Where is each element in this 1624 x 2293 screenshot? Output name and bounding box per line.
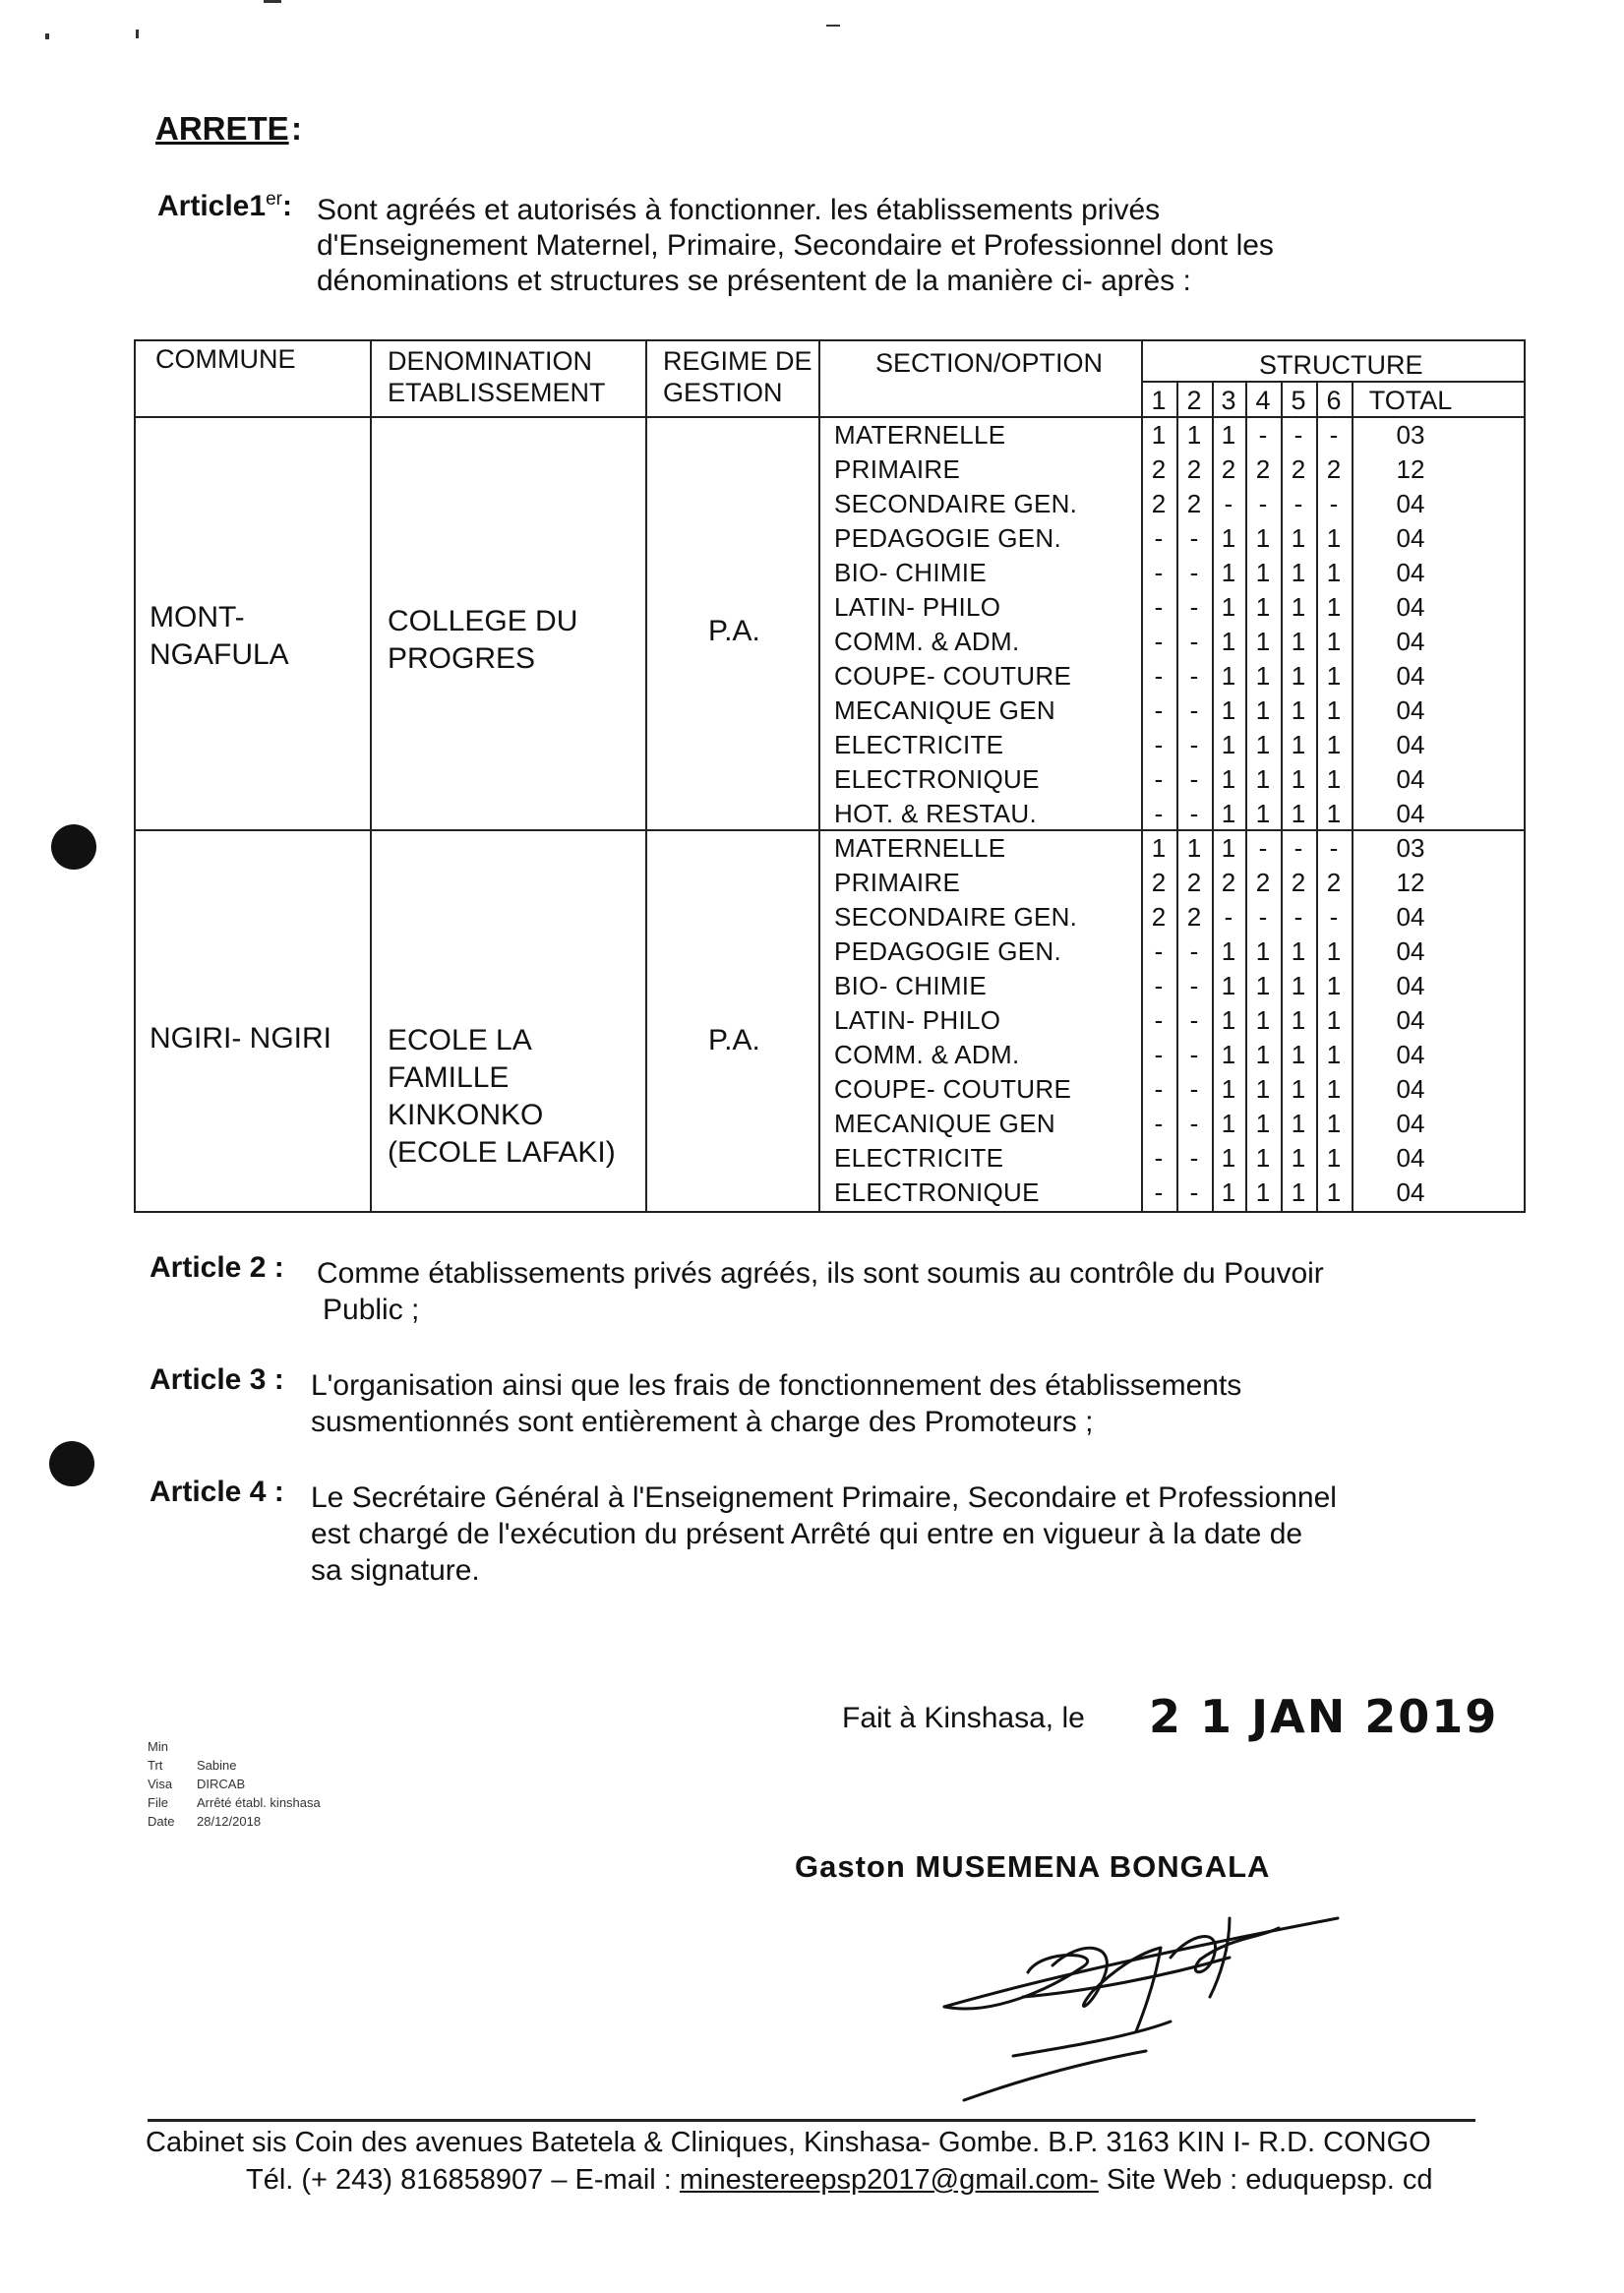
table-cell-year-4: 1	[1255, 730, 1271, 759]
table-cell-year-5: 1	[1291, 592, 1306, 622]
table-cell-year-3: 1	[1221, 661, 1236, 691]
table-cell-total: 04	[1396, 936, 1425, 966]
table-cell-year-1: -	[1154, 1109, 1164, 1138]
table-col-divider	[645, 341, 647, 1211]
table-cell-year-2: -	[1189, 799, 1199, 828]
table-cell-year-1: -	[1154, 1005, 1164, 1035]
table-cell-year-4: 2	[1255, 454, 1271, 484]
table-cell-year-4: 1	[1255, 1005, 1271, 1035]
table-cell-year-1: 2	[1151, 902, 1167, 932]
table-cell-year-1: -	[1154, 764, 1164, 794]
table-cell-year-3: 1	[1221, 799, 1236, 828]
table-cell-year-1: 2	[1151, 868, 1167, 897]
table-col-divider	[818, 341, 820, 1211]
table-cell-year-2: -	[1189, 558, 1199, 587]
footer-phone: Tél. (+ 243) 816858907 – E-mail :	[246, 2164, 672, 2196]
table-cell-year-3: 1	[1221, 764, 1236, 794]
table-cell-year-6: 1	[1326, 730, 1342, 759]
table-cell-year-2: -	[1189, 1109, 1199, 1138]
table-cell-year-6: 1	[1326, 1109, 1342, 1138]
article2-text	[317, 1255, 1477, 1328]
fait-a-text: Fait à Kinshasa, le	[842, 1702, 1085, 1734]
article4-text	[311, 1479, 1501, 1589]
table-row-option: BIO- CHIMIE	[834, 558, 987, 587]
header-structure: STRUCTURE	[1259, 350, 1423, 380]
table-cell-year-5: 1	[1291, 1177, 1306, 1207]
scan-mark	[45, 33, 49, 39]
meta-value: Arrêté établ. kinshasa	[197, 1795, 321, 1810]
table-row-divider	[1141, 381, 1524, 383]
table-cell-year-1: -	[1154, 661, 1164, 691]
meta-row	[148, 1775, 321, 1793]
table-cell-total: 04	[1396, 695, 1425, 725]
table-cell-total: 12	[1396, 454, 1425, 484]
article3-line: L'organisation ainsi que les frais de fonctionnement des établissements	[311, 1369, 1242, 1402]
table-cell-year-5: 2	[1291, 868, 1306, 897]
table-cell-year-2: -	[1189, 592, 1199, 622]
meta-value: Sabine	[197, 1758, 237, 1773]
table-cell-total: 04	[1396, 627, 1425, 656]
table-cell-year-3: 1	[1221, 695, 1236, 725]
table-cell-year-5: 2	[1291, 454, 1306, 484]
table-cell-year-3: -	[1224, 489, 1233, 518]
table-cell-year-6: 1	[1326, 764, 1342, 794]
table-cell-total: 04	[1396, 764, 1425, 794]
commune-line: MONT-	[150, 601, 245, 634]
table-cell-year-4: 1	[1255, 523, 1271, 553]
meta-key: Visa	[148, 1777, 173, 1791]
table-cell-year-6: 1	[1326, 592, 1342, 622]
table-row-option: MATERNELLE	[834, 420, 1006, 450]
article1-line: Sont agréés et autorisés à fonctionner. les établissements privés	[317, 194, 1161, 226]
table-cell-year-4: 1	[1255, 1040, 1271, 1069]
footer-address: Cabinet sis Coin des avenues Batetela & Cliniques, Kinshasa- Gombe. B.P. 3163 KIN I- R.D. CONGO	[146, 2127, 1431, 2158]
table-cell-year-4: 2	[1255, 868, 1271, 897]
table-cell-year-5: -	[1293, 489, 1303, 518]
meta-value: 28/12/2018	[197, 1814, 262, 1829]
meta-key: Min	[148, 1739, 168, 1754]
table-cell-year-5: 1	[1291, 523, 1306, 553]
table-cell-total: 04	[1396, 1109, 1425, 1138]
table-cell-year-4: -	[1258, 420, 1268, 450]
table-cell-year-3: 1	[1221, 558, 1236, 587]
table-cell-year-2: 2	[1186, 489, 1202, 518]
heading-colon: :	[291, 110, 302, 147]
table-cell-year-2: -	[1189, 627, 1199, 656]
header-col-5: 5	[1291, 386, 1306, 415]
table-cell-total: 04	[1396, 971, 1425, 1000]
article2-line: Comme établissements privés agréés, ils sont soumis au contrôle du Pouvoir	[317, 1257, 1324, 1290]
table-cell-year-2: -	[1189, 1005, 1199, 1035]
table-cell-year-5: 1	[1291, 558, 1306, 587]
table-cell-year-6: -	[1329, 420, 1339, 450]
table-cell-year-3: 2	[1221, 868, 1236, 897]
table-col-divider	[370, 341, 372, 1211]
meta-key: Date	[148, 1814, 175, 1829]
table-cell-year-4: 1	[1255, 936, 1271, 966]
article3-label: Article 3 :	[150, 1363, 284, 1396]
group1-commune	[150, 599, 289, 674]
table-cell-year-3: 1	[1221, 1177, 1236, 1207]
table-cell-year-5: 1	[1291, 799, 1306, 828]
table-row-option: SECONDAIRE GEN.	[834, 902, 1078, 932]
signer-name: Gaston MUSEMENA BONGALA	[795, 1849, 1271, 1884]
table-cell-year-2: -	[1189, 764, 1199, 794]
table-cell-year-1: -	[1154, 592, 1164, 622]
header-commune: COMMUNE	[155, 344, 296, 374]
table-row-option: COMM. & ADM.	[834, 627, 1020, 656]
table-cell-year-6: 1	[1326, 661, 1342, 691]
table-cell-year-6: -	[1329, 833, 1339, 863]
table-cell-year-2: 2	[1186, 454, 1202, 484]
table-cell-year-6: 2	[1326, 868, 1342, 897]
table-row-option: PEDAGOGIE GEN.	[834, 523, 1062, 553]
group2-etablissement	[388, 1022, 616, 1172]
table-cell-year-1: -	[1154, 1074, 1164, 1104]
header-col-total: TOTAL	[1368, 386, 1453, 415]
table-cell-year-4: 1	[1255, 1074, 1271, 1104]
page-heading: ARRETE	[155, 110, 289, 147]
table-cell-year-3: 1	[1221, 1040, 1236, 1069]
table-cell-year-4: 1	[1255, 1109, 1271, 1138]
table-cell-year-6: 2	[1326, 454, 1342, 484]
header-denomination	[388, 345, 606, 408]
article2-line: Public ;	[323, 1294, 420, 1326]
table-cell-year-2: -	[1189, 661, 1199, 691]
table-cell-year-4: 1	[1255, 661, 1271, 691]
commune-line: NGAFULA	[150, 638, 289, 671]
table-cell-year-5: 1	[1291, 1074, 1306, 1104]
table-row-option: COMM. & ADM.	[834, 1040, 1020, 1069]
table-cell-year-6: 1	[1326, 1040, 1342, 1069]
table-cell-year-6: 1	[1326, 799, 1342, 828]
header-col-4: 4	[1255, 386, 1271, 415]
meta-row	[148, 1737, 321, 1756]
table-cell-year-5: 1	[1291, 1143, 1306, 1173]
table-cell-total: 04	[1396, 1005, 1425, 1035]
table-cell-year-1: -	[1154, 971, 1164, 1000]
table-row-option: PRIMAIRE	[834, 868, 961, 897]
scan-mark	[136, 30, 139, 38]
table-cell-year-2: -	[1189, 730, 1199, 759]
table-cell-year-1: -	[1154, 799, 1164, 828]
table-cell-year-6: 1	[1326, 971, 1342, 1000]
header-regime	[663, 345, 812, 408]
table-cell-total: 04	[1396, 558, 1425, 587]
table-row-option: ELECTRICITE	[834, 730, 1004, 759]
table-cell-year-4: 1	[1255, 1143, 1271, 1173]
table-row-option: HOT. & RESTAU.	[834, 799, 1037, 828]
table-cell-year-3: 1	[1221, 420, 1236, 450]
table-cell-total: 03	[1396, 833, 1425, 863]
table-cell-year-5: 1	[1291, 1005, 1306, 1035]
etablissement-line: KINKONKO	[388, 1099, 544, 1131]
table-cell-year-1: -	[1154, 558, 1164, 587]
table-cell-year-5: 1	[1291, 730, 1306, 759]
table-row-option: MECANIQUE GEN	[834, 1109, 1055, 1138]
footer-website: Site Web : eduquepsp. cd	[1106, 2164, 1433, 2196]
table-cell-year-3: 1	[1221, 971, 1236, 1000]
table-cell-year-4: 1	[1255, 558, 1271, 587]
meta-value: DIRCAB	[197, 1777, 246, 1791]
table-cell-year-6: 1	[1326, 1074, 1342, 1104]
etablissement-line: FAMILLE	[388, 1061, 510, 1094]
table-cell-year-3: 1	[1221, 627, 1236, 656]
table-cell-year-6: 1	[1326, 1177, 1342, 1207]
table-cell-year-3: 1	[1221, 1074, 1236, 1104]
meta-row	[148, 1793, 321, 1812]
table-cell-total: 04	[1396, 1074, 1425, 1104]
punch-hole	[51, 824, 96, 870]
table-cell-total: 04	[1396, 1143, 1425, 1173]
table-cell-year-2: 2	[1186, 902, 1202, 932]
etablissement-line: (ECOLE LAFAKI)	[388, 1136, 616, 1169]
table-cell-year-5: 1	[1291, 936, 1306, 966]
table-cell-year-2: -	[1189, 1040, 1199, 1069]
etablissement-line: ECOLE LA	[388, 1024, 532, 1056]
table-cell-year-5: 1	[1291, 695, 1306, 725]
table-cell-year-6: 1	[1326, 1143, 1342, 1173]
table-cell-year-4: -	[1258, 833, 1268, 863]
header-col-2: 2	[1186, 386, 1202, 415]
table-cell-year-4: 1	[1255, 627, 1271, 656]
table-cell-year-5: -	[1293, 833, 1303, 863]
article4-line: sa signature.	[311, 1554, 480, 1587]
table-cell-year-2: -	[1189, 1177, 1199, 1207]
table-cell-total: 04	[1396, 1040, 1425, 1069]
article4-line: Le Secrétaire Général à l'Enseignement Primaire, Secondaire et Professionnel	[311, 1481, 1337, 1514]
table-cell-year-1: -	[1154, 523, 1164, 553]
table-cell-year-4: -	[1258, 489, 1268, 518]
meta-key: File	[148, 1795, 168, 1810]
table-cell-year-4: -	[1258, 902, 1268, 932]
table-cell-year-6: -	[1329, 489, 1339, 518]
group1-etablissement	[388, 603, 577, 678]
table-cell-year-1: -	[1154, 695, 1164, 725]
table-cell-total: 03	[1396, 420, 1425, 450]
table-cell-year-5: 1	[1291, 971, 1306, 1000]
date-stamp: 2 1 JAN 2019	[1149, 1690, 1499, 1743]
table-cell-year-6: 1	[1326, 523, 1342, 553]
header-line: ETABLISSEMENT	[388, 378, 606, 407]
table-cell-year-2: -	[1189, 695, 1199, 725]
article1-line: d'Enseignement Maternel, Primaire, Secondaire et Professionnel dont les	[317, 229, 1274, 262]
article3-line: susmentionnés sont entièrement à charge des Promoteurs ;	[311, 1406, 1094, 1438]
header-section: SECTION/OPTION	[875, 348, 1104, 378]
handwritten-signature	[934, 1899, 1357, 2110]
table-cell-year-1: 1	[1151, 420, 1167, 450]
table-cell-year-6: 1	[1326, 627, 1342, 656]
footer-email-link[interactable]: minestereepsp2017@gmail.com-	[679, 2164, 1099, 2196]
meta-row	[148, 1812, 321, 1831]
table-cell-year-3: 1	[1221, 730, 1236, 759]
table-cell-total: 04	[1396, 592, 1425, 622]
table-cell-year-6: 1	[1326, 936, 1342, 966]
table-cell-year-4: 1	[1255, 592, 1271, 622]
etablissement-line: COLLEGE DU	[388, 605, 578, 637]
table-cell-year-6: -	[1329, 902, 1339, 932]
table-cell-year-1: -	[1154, 1177, 1164, 1207]
table-cell-year-6: 1	[1326, 558, 1342, 587]
table-cell-year-1: 2	[1151, 489, 1167, 518]
table-cell-year-3: 1	[1221, 592, 1236, 622]
table-row-option: BIO- CHIMIE	[834, 971, 987, 1000]
structure-table	[134, 339, 1526, 1213]
table-row-option: PRIMAIRE	[834, 454, 961, 484]
article2-label: Article 2 :	[150, 1251, 284, 1284]
footer-contact	[246, 2164, 1433, 2197]
table-cell-total: 04	[1396, 523, 1425, 553]
punch-hole	[49, 1441, 94, 1486]
table-cell-year-3: 2	[1221, 454, 1236, 484]
table-cell-year-5: 1	[1291, 627, 1306, 656]
table-cell-year-5: 1	[1291, 1040, 1306, 1069]
table-cell-year-1: -	[1154, 1040, 1164, 1069]
scan-mark	[264, 0, 281, 3]
etablissement-line: PROGRES	[388, 642, 536, 675]
table-cell-year-3: 1	[1221, 1109, 1236, 1138]
table-row-option: MATERNELLE	[834, 833, 1006, 863]
footer-rule	[148, 2119, 1475, 2122]
header-line: REGIME DE	[663, 346, 812, 376]
table-cell-year-2: 1	[1186, 420, 1202, 450]
header-col-3: 3	[1221, 386, 1236, 415]
table-cell-year-1: 1	[1151, 833, 1167, 863]
table-row-option: ELECTRICITE	[834, 1143, 1004, 1173]
table-cell-year-4: 1	[1255, 799, 1271, 828]
table-cell-year-2: -	[1189, 523, 1199, 553]
table-cell-year-1: -	[1154, 1143, 1164, 1173]
article1-text	[317, 193, 1453, 299]
table-cell-year-1: -	[1154, 730, 1164, 759]
article4-label: Article 4 :	[150, 1476, 284, 1508]
table-cell-total: 04	[1396, 1177, 1425, 1207]
table-row-option: COUPE- COUTURE	[834, 1074, 1072, 1104]
table-cell-year-6: 1	[1326, 695, 1342, 725]
table-cell-year-3: -	[1224, 902, 1233, 932]
table-cell-year-2: 1	[1186, 833, 1202, 863]
table-cell-year-2: -	[1189, 1074, 1199, 1104]
header-line: GESTION	[663, 378, 783, 407]
table-cell-year-4: 1	[1255, 764, 1271, 794]
table-row-option: MECANIQUE GEN	[834, 695, 1055, 725]
group2-commune	[150, 1020, 331, 1057]
table-cell-total: 04	[1396, 661, 1425, 691]
table-row-option: SECONDAIRE GEN.	[834, 489, 1078, 518]
table-cell-year-1: -	[1154, 936, 1164, 966]
article4-line: est chargé de l'exécution du présent Arrêté qui entre en vigueur à la date de	[311, 1518, 1303, 1550]
header-col-1: 1	[1151, 386, 1167, 415]
meta-row	[148, 1756, 321, 1775]
table-cell-year-2: 2	[1186, 868, 1202, 897]
table-cell-total: 12	[1396, 868, 1425, 897]
table-cell-year-5: -	[1293, 420, 1303, 450]
table-cell-year-3: 1	[1221, 936, 1236, 966]
table-cell-year-2: -	[1189, 936, 1199, 966]
table-cell-year-3: 1	[1221, 1005, 1236, 1035]
meta-key: Trt	[148, 1758, 163, 1773]
table-cell-total: 04	[1396, 730, 1425, 759]
table-row-option: COUPE- COUTURE	[834, 661, 1072, 691]
header-line: DENOMINATION	[388, 346, 592, 376]
table-cell-total: 04	[1396, 489, 1425, 518]
article1-line: dénominations et structures se présentent de la manière ci- après :	[317, 265, 1191, 297]
commune-line: NGIRI- NGIRI	[150, 1022, 331, 1055]
table-cell-year-5: 1	[1291, 764, 1306, 794]
table-row-option: LATIN- PHILO	[834, 1005, 1001, 1035]
table-row-option: LATIN- PHILO	[834, 592, 1001, 622]
table-cell-year-4: 1	[1255, 695, 1271, 725]
header-col-6: 6	[1326, 386, 1342, 415]
table-cell-total: 04	[1396, 902, 1425, 932]
table-cell-year-1: 2	[1151, 454, 1167, 484]
table-row-option: PEDAGOGIE GEN.	[834, 936, 1062, 966]
table-cell-year-3: 1	[1221, 1143, 1236, 1173]
group1-regime: P.A.	[708, 615, 760, 647]
article1-label: Article1er:	[157, 189, 292, 222]
reference-metadata	[148, 1737, 321, 1831]
table-cell-year-1: -	[1154, 627, 1164, 656]
table-cell-total: 04	[1396, 799, 1425, 828]
table-cell-year-3: 1	[1221, 523, 1236, 553]
scan-mark	[826, 25, 840, 27]
table-cell-year-3: 1	[1221, 833, 1236, 863]
table-cell-year-4: 1	[1255, 971, 1271, 1000]
table-cell-year-4: 1	[1255, 1177, 1271, 1207]
article3-text	[311, 1367, 1427, 1440]
table-row-option: ELECTRONIQUE	[834, 1177, 1040, 1207]
table-cell-year-2: -	[1189, 1143, 1199, 1173]
table-row-option: ELECTRONIQUE	[834, 764, 1040, 794]
table-cell-year-6: 1	[1326, 1005, 1342, 1035]
table-cell-year-5: 1	[1291, 1109, 1306, 1138]
table-cell-year-2: -	[1189, 971, 1199, 1000]
group2-regime: P.A.	[708, 1024, 760, 1056]
table-cell-year-5: -	[1293, 902, 1303, 932]
table-cell-year-5: 1	[1291, 661, 1306, 691]
